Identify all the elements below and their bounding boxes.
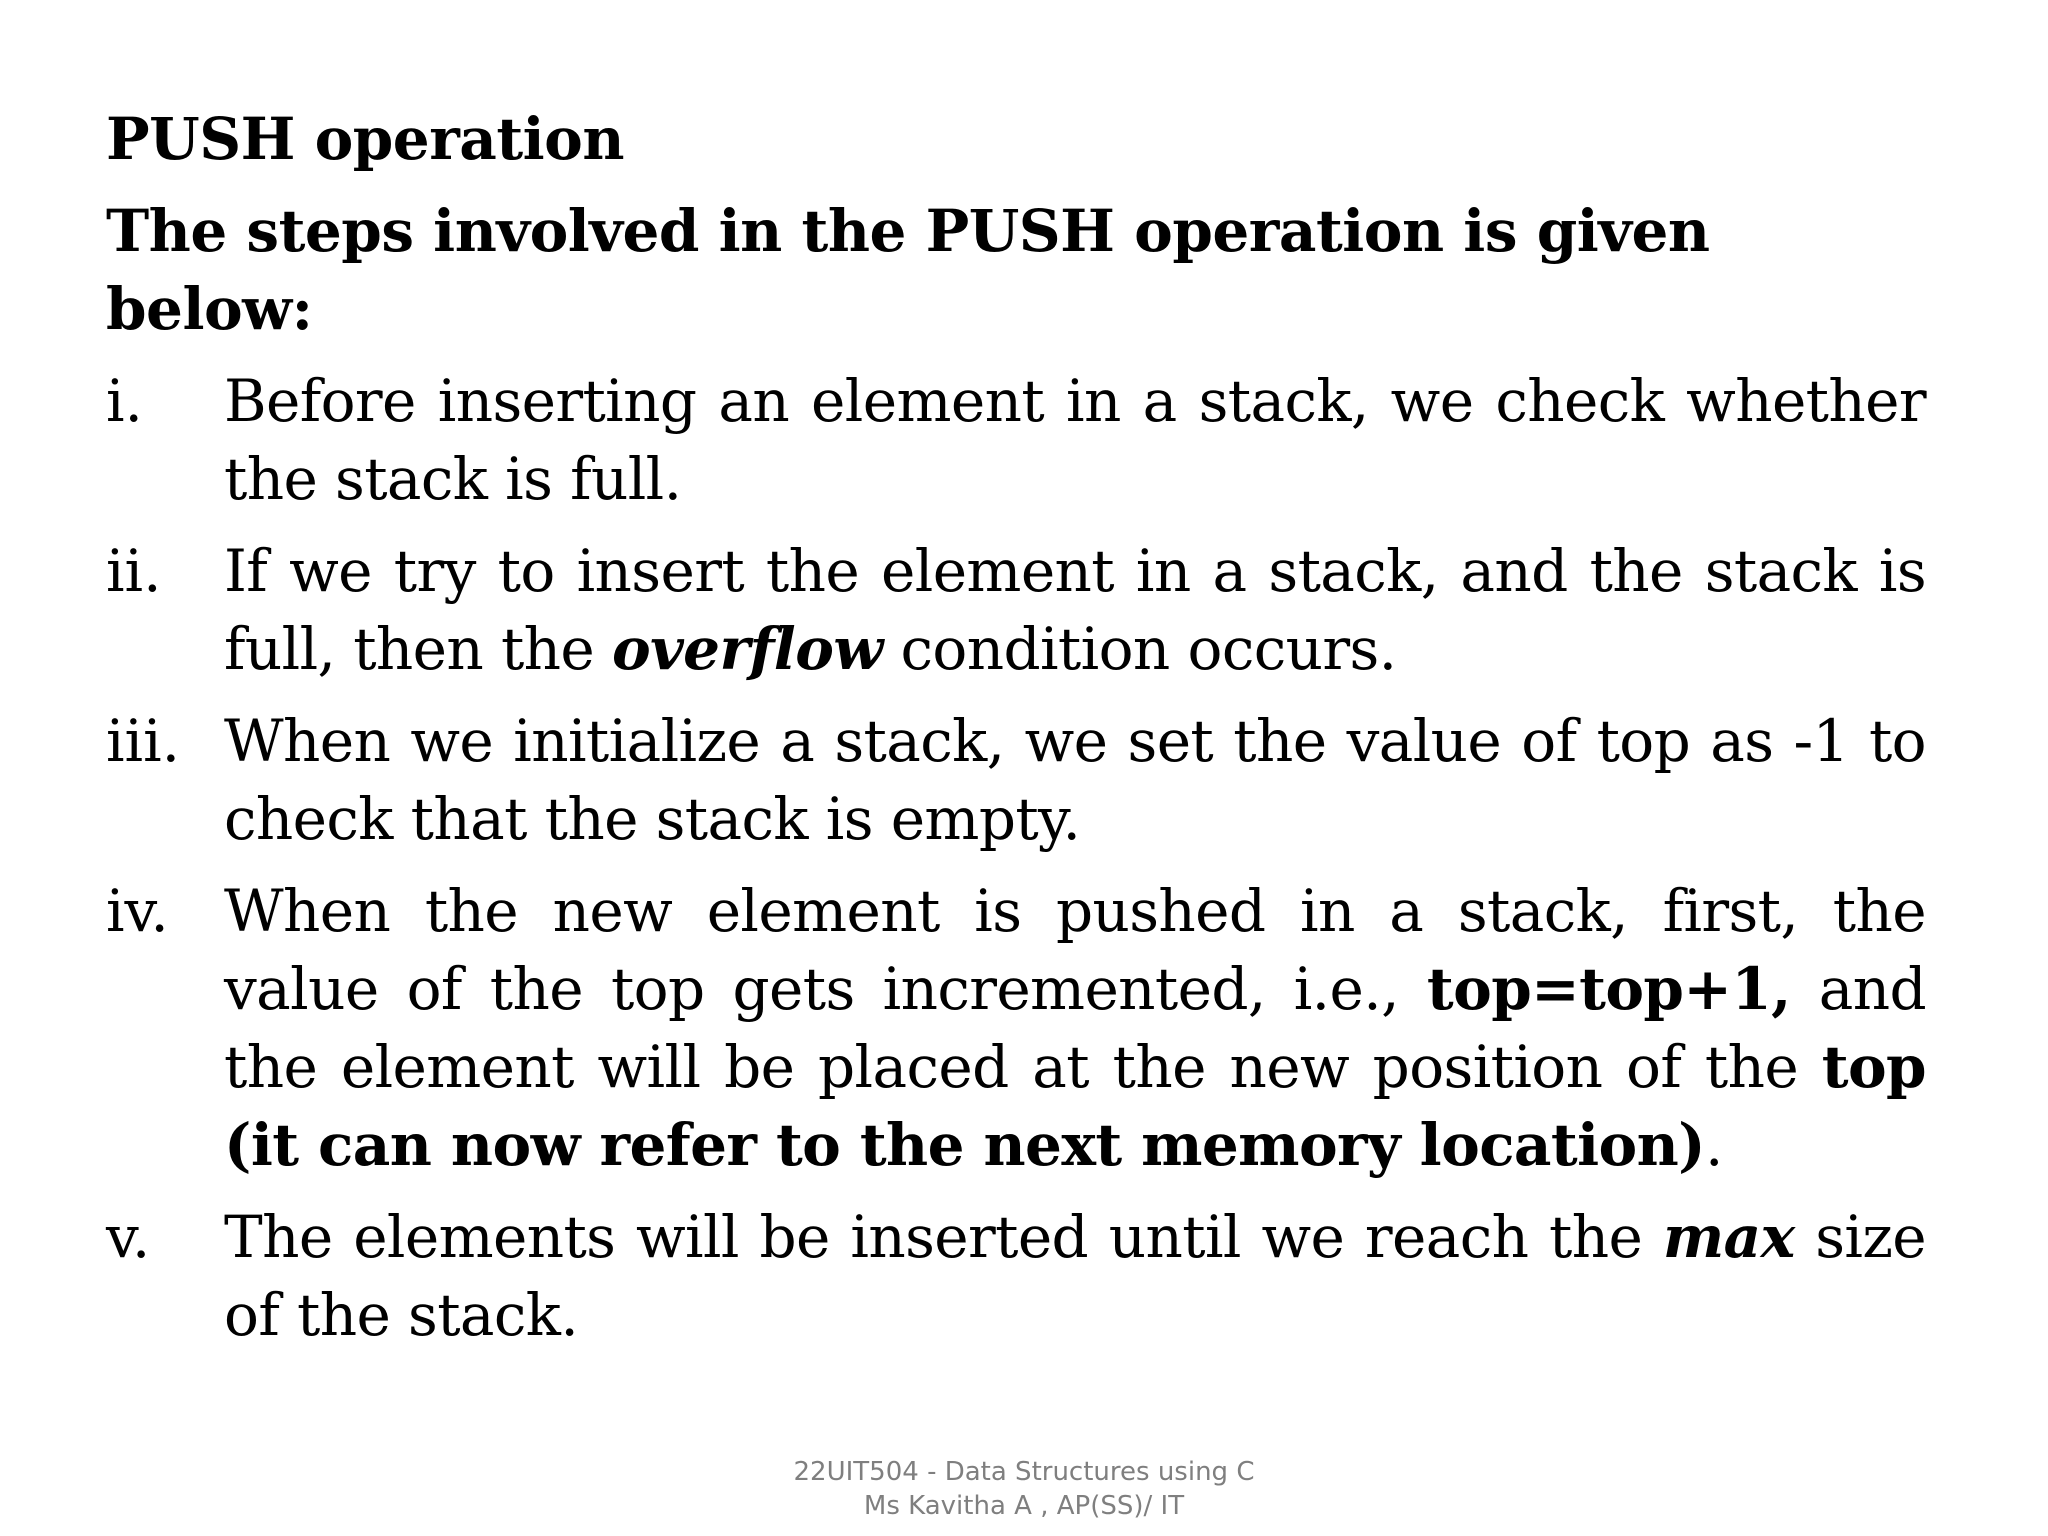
step-text-part: .	[1705, 1111, 1723, 1179]
list-item	[106, 532, 1926, 688]
step-text	[224, 702, 1926, 858]
steps-list	[106, 362, 1926, 1354]
emphasis-top-note: top (it can now refer to the next memory location)	[224, 1033, 1926, 1179]
list-item	[106, 1198, 1926, 1354]
footer-author: Ms Kavitha A , AP(SS)/ IT	[863, 1491, 1185, 1521]
step-number: i.	[106, 367, 143, 435]
emphasis-increment: top=top+1,	[1426, 955, 1791, 1023]
step-text	[224, 532, 1926, 688]
list-item	[106, 872, 1926, 1184]
step-text-part: size of the stack.	[224, 1203, 1926, 1349]
footer-course: 22UIT504 - Data Structures using C	[793, 1457, 1255, 1487]
step-text	[224, 362, 1926, 518]
step-text-part: Before inserting an element in a stack, we check whether the stack is full.	[224, 367, 1926, 513]
step-text-part: The elements will be inserted until we reach the	[224, 1203, 1663, 1271]
step-number: iv.	[106, 877, 169, 945]
emphasis-max: max	[1662, 1203, 1795, 1271]
step-number: v.	[106, 1203, 151, 1271]
step-text-part: and the element will be placed at the new position of the	[224, 955, 1926, 1101]
step-text-part: When the new element is pushed in a stack, first, the value of the top gets incremented, i.e.,	[224, 877, 1926, 1023]
list-item	[106, 702, 1926, 858]
step-number: iii.	[106, 707, 181, 775]
emphasis-overflow: overflow	[612, 615, 883, 683]
slide-footer	[0, 1455, 2048, 1523]
step-text-part: When we initialize a stack, we set the value of top as -1 to check that the stack is empty.	[224, 707, 1926, 853]
slide-subtitle: The steps involved in the PUSH operation is given below:	[106, 197, 1710, 343]
list-item	[106, 362, 1926, 518]
slide-content	[106, 100, 1926, 1368]
slide-title: PUSH operation	[106, 105, 625, 173]
step-text	[224, 1198, 1926, 1354]
step-text-part: condition occurs.	[882, 615, 1397, 683]
step-text	[224, 872, 1926, 1184]
step-number: ii.	[106, 537, 162, 605]
step-text-part: If we try to insert the element in a stack, and the stack is full, then the	[224, 537, 1926, 683]
